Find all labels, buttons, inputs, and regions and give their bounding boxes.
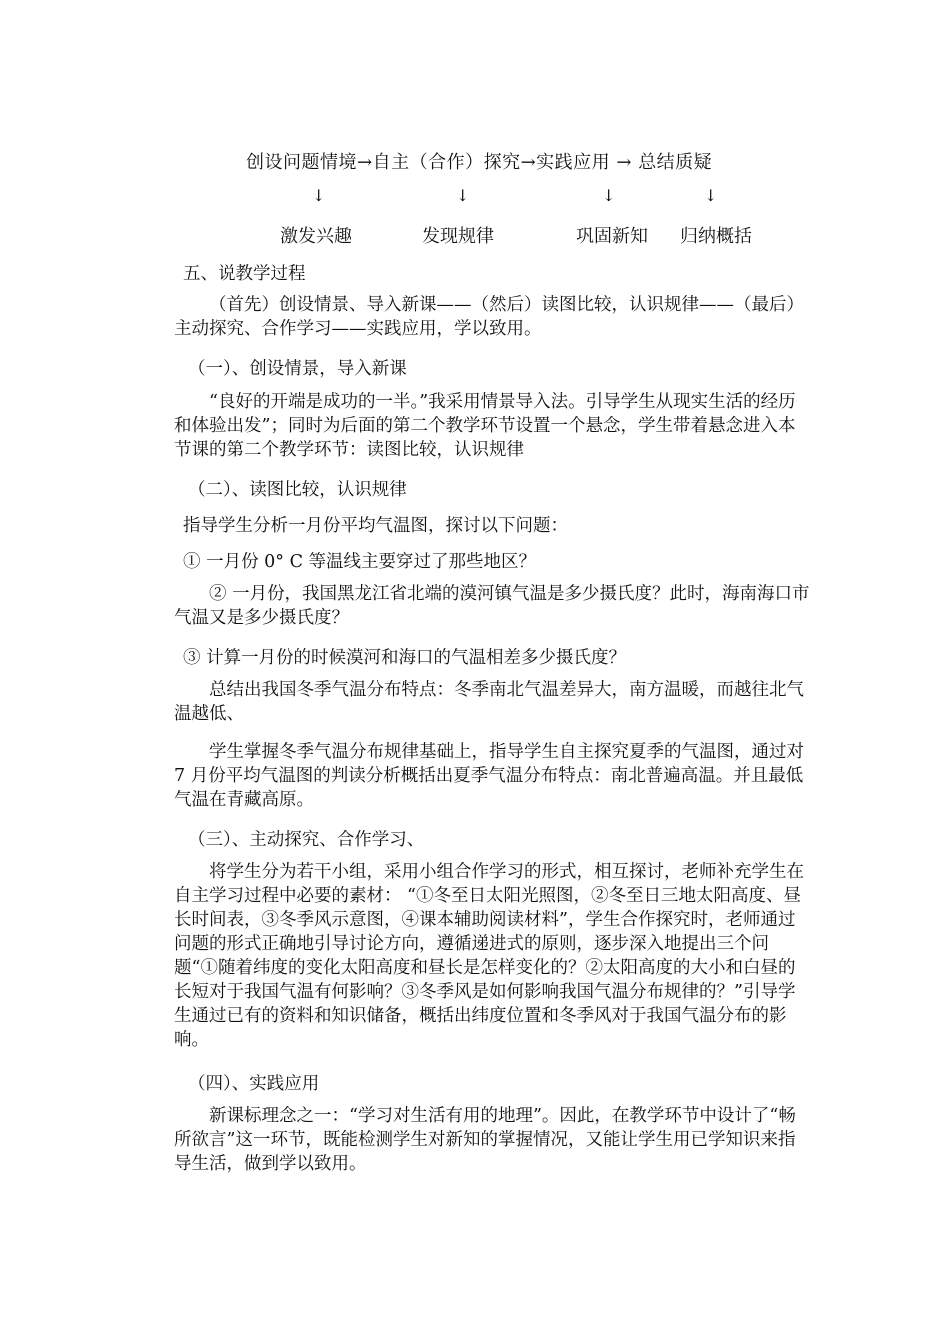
flow-outcome: 归纳概括 — [680, 226, 752, 247]
part-heading: （二）、读图比较，认识规律 — [188, 480, 407, 500]
question-item: ③ 计算一月份的时候漠河和海口的气温相差多少摄氏度？ — [183, 648, 627, 668]
question-item: ② 一月份，我国黑龙江省北端的漠河镇气温是多少摄氏度？此时，海南海口市气温又是多少摄氏度？ — [174, 584, 810, 628]
part-heading: （四）、实践应用 — [188, 1074, 320, 1094]
flow-outcome: 发现规律 — [422, 226, 494, 247]
section-title: 五、说教学过程 — [183, 264, 306, 284]
part-heading: （一）、创设情景，导入新课 — [188, 359, 407, 379]
down-arrow-icon: ↓ — [312, 186, 326, 205]
flow-outcome: 巩固新知 — [576, 226, 648, 247]
section-summary: （首先）创设情景、导入新课——（然后）读图比较，认识规律——（最后）主动探究、合作学习——实践应用，学以致用。 — [174, 295, 804, 339]
part-heading: （三）、主动探究、合作学习、 — [188, 830, 425, 850]
paragraph: 总结出我国冬季气温分布特点：冬季南北气温差异大，南方温暖，而越往北气温越低、 — [174, 680, 804, 724]
paragraph: “良好的开端是成功的一半。”我采用情景导入法。引导学生从现实生活的经历和体验出发”；同时为后面的第二个教学环节设置一个悬念，学生带着悬念进入本节课的第二个教学环节：读图比较，认识规律 — [174, 392, 796, 460]
paragraph: 将学生分为若干小组，采用小组合作学习的形式，相互探讨，老师补充学生在自主学习过程中必要的素材： “①冬至日太阳光照图，②冬至日三地太阳高度、昼长时间表，③冬季风示意图，④课本辅助阅读材料”，学生合作探究时，老师通过问题的形式正确地引导讨论方向，遵循递进式的原则，逐步深入地提出三个问题“①随着纬度的变化太阳高度和昼长是怎样变化的？②太阳高度的大小和白昼的长短对于我国气温有何影响？③冬季风是如何影响我国气温分布规律的？”引导学生通过已有的资料和知识储备，概括出纬度位置和冬季风对于我国气温分布的影响。 — [174, 862, 804, 1050]
flow-steps-line: 创设问题情境→自主（合作）探究→实践应用 → 总结质疑 — [246, 152, 713, 173]
question-item: ① 一月份 0° C 等温线主要穿过了那些地区？ — [183, 552, 537, 572]
paragraph: 学生掌握冬季气温分布规律基础上，指导学生自主探究夏季的气温图，通过对 7 月份平均气温图的判读分析概括出夏季气温分布特点：南北普遍高温。并且最低气温在青藏高原。 — [174, 742, 804, 810]
down-arrow-icon: ↓ — [456, 186, 470, 205]
paragraph: 新课标理念之一：“学习对生活有用的地理”。因此，在教学环节中设计了“畅所欲言”这一环节，既能检测学生对新知的掌握情况，又能让学生用已学知识来指导生活，做到学以致用。 — [174, 1106, 796, 1174]
down-arrow-icon: ↓ — [602, 186, 616, 205]
flow-outcome: 激发兴趣 — [280, 226, 352, 247]
paragraph: 指导学生分析一月份平均气温图，探讨以下问题： — [183, 516, 568, 536]
down-arrow-icon: ↓ — [704, 186, 718, 205]
